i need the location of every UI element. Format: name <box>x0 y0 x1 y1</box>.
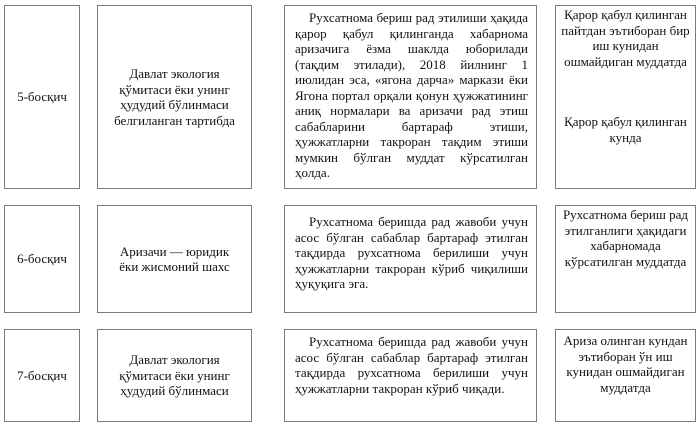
stage-6-term-box <box>555 205 696 313</box>
stage-label: 7-босқич <box>17 367 67 383</box>
actor-text: Давлат экология қўмитаси ёки унинг ҳудудий бўлинмаси <box>119 352 230 399</box>
stage-label: 6-босқич <box>17 251 67 267</box>
action-text: Рухсатнома беришда рад жавоби учун асос бўлган сабаблар бартараф этилган тақдирда рухсатнома берилиши учун ҳужжатларни такроран кўриб чиқилиши ҳуқуқига эга. <box>295 214 528 291</box>
stage-5-action-box <box>284 5 537 189</box>
action-text: Рухсатнома беришда рад жавоби учун асос бўлган сабаблар бартараф этилган тақдирда рухсатнома берилиши учун ҳужжатларни такроран кўриб чиқади. <box>295 334 528 396</box>
stage-6-box <box>4 205 80 313</box>
actor-text: Давлат экология қўмитаси ёки унинг ҳудудий бўлинмаси белгиланган тартибда <box>114 66 235 128</box>
stage-5-actor-box <box>97 5 252 189</box>
stage-label: 5-босқич <box>17 89 67 105</box>
term-text: Рухсатнома бериш рад этилганлиги ҳақидаги хабарномада кўрсатилган муддатда <box>562 207 689 269</box>
stage-6-actor-box <box>97 205 252 313</box>
stage-7-action-box <box>284 329 537 422</box>
stage-7-actor-box <box>97 329 252 422</box>
stage-5-term-box <box>555 5 696 189</box>
stage-6-action-box <box>284 205 537 313</box>
term-text: Қарор қабул қилинган пайтдан эътиборан бир иш кунидан ошмайдиган муддатда <box>561 7 690 69</box>
action-text: Рухсатнома бериш рад этилиши ҳақида қарор қабул қилинганда хабарнома аризачига ёзма шаклда юборилади (тақдим этилади), 2018 йилнинг 1 июлидан эса, «ягона дарча» маркази ёки Ягона портал орқали қонун ҳужжатининг аниқ нормалари ва аризачи рад этиш сабабларини бартараф этиши, ҳужжатларни такроран тақдим этиши мумкин бўлган муддат кўрсатилган ҳолда. <box>295 10 528 180</box>
stage-5-box <box>4 5 80 189</box>
term-text: Ариза олинган кундан эътиборан ўн иш кунидан ошмайдиган муддатда <box>563 333 688 395</box>
stage-7-term-box <box>555 329 696 422</box>
stage-7-box <box>4 329 80 422</box>
actor-text: Аризачи — юридик ёки жисмоний шахс <box>119 243 230 274</box>
term-text-2: Қарор қабул қилинган кунда <box>564 114 687 145</box>
